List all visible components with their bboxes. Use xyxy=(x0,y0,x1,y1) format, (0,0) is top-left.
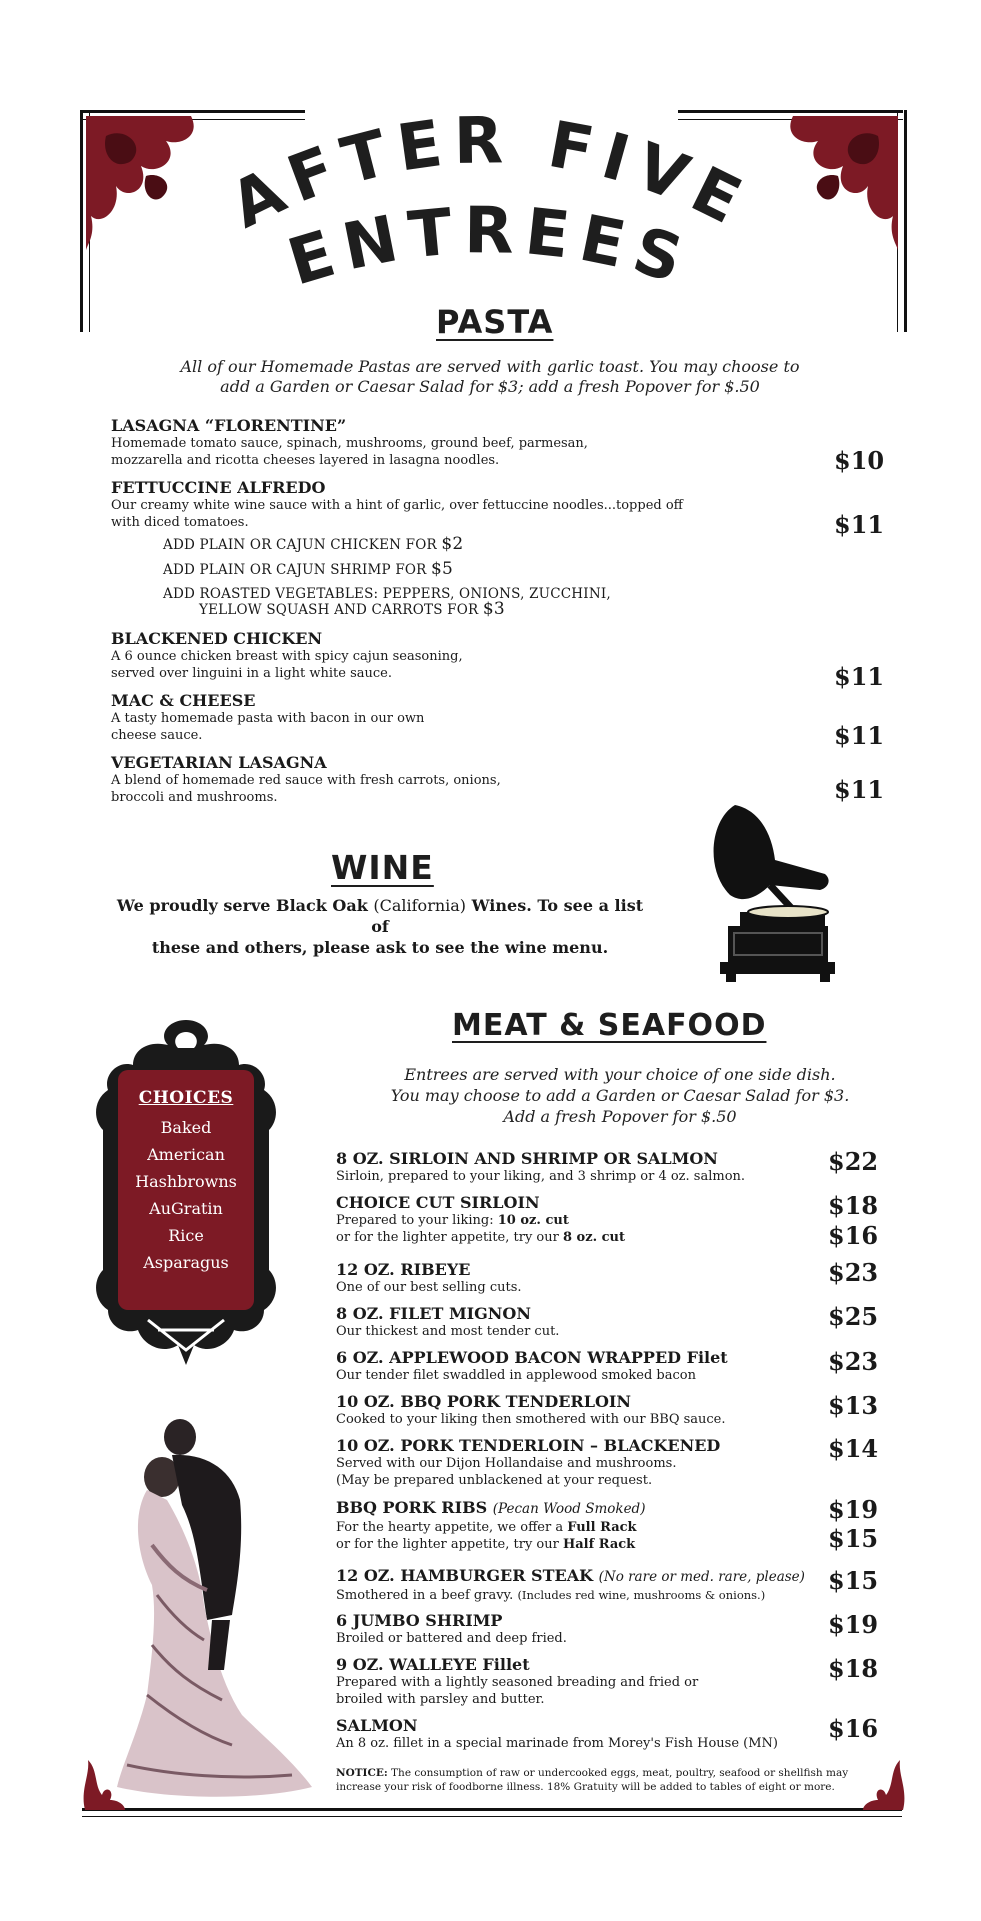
addon-text: ADD PLAIN OR CAJUN CHICKEN FOR xyxy=(163,537,442,553)
item-desc-bold: Full Rack xyxy=(567,1520,637,1535)
menu-item xyxy=(111,691,424,744)
item-desc: (May be prepared unblackened at your request. xyxy=(336,1473,653,1488)
item-name: 8 OZ. SIRLOIN AND SHRIMP OR SALMON xyxy=(336,1149,718,1168)
item-price: $18 xyxy=(828,1191,879,1220)
addon-line xyxy=(199,601,505,619)
item-desc: Our thickest and most tender cut. xyxy=(336,1324,560,1339)
item-desc xyxy=(336,1587,805,1604)
item-name: VEGETARIAN LASAGNA xyxy=(111,753,327,772)
menu-item xyxy=(336,1716,778,1752)
menu-item xyxy=(336,1498,645,1553)
meat-intro-line2: You may choose to add a Garden or Caesar Salad for $3. xyxy=(390,1086,850,1105)
item-name: SALMON xyxy=(336,1716,418,1735)
menu-item xyxy=(336,1566,805,1604)
menu-item xyxy=(336,1392,726,1428)
menu-item xyxy=(336,1611,567,1647)
item-desc: broiled with parsley and butter. xyxy=(336,1692,545,1707)
item-desc xyxy=(336,1212,625,1229)
choice-item: Rice xyxy=(168,1226,204,1245)
addon-text: YELLOW SQUASH AND CARROTS FOR xyxy=(199,602,483,618)
item-name: CHOICE CUT SIRLOIN xyxy=(336,1193,540,1212)
item-desc: broccoli and mushrooms. xyxy=(111,790,278,805)
pasta-heading: PASTA xyxy=(436,303,554,341)
meat-intro-line3: Add a fresh Popover for $.50 xyxy=(503,1107,737,1126)
notice-text: The consumption of raw or undercooked eggs, meat, poultry, seafood or shellfish may increase your risk of foodborne illness. 18% Gratuity will be added to tables of eight or more. xyxy=(336,1767,849,1793)
wine-heading: WINE xyxy=(331,848,434,887)
notice xyxy=(336,1766,876,1794)
item-desc: Homemade tomato sauce, spinach, mushrooms, ground beef, parmesan, xyxy=(111,436,588,451)
item-price: $19 xyxy=(828,1610,879,1639)
item-name xyxy=(336,1498,645,1519)
item-price: $19 xyxy=(828,1495,879,1524)
menu-item xyxy=(336,1193,625,1246)
item-desc-bold: 8 oz. cut xyxy=(562,1230,626,1245)
item-price: $16 xyxy=(828,1714,879,1743)
item-name-text: BBQ PORK RIBS xyxy=(336,1498,488,1517)
item-desc: Broiled or battered and deep fried. xyxy=(336,1631,567,1646)
item-desc: served over linguini in a light white sauce. xyxy=(111,666,393,681)
item-name: 9 OZ. WALLEYE Fillet xyxy=(336,1655,530,1674)
choices-title: CHOICES xyxy=(138,1088,234,1108)
item-note: (Pecan Wood Smoked) xyxy=(492,1501,646,1517)
item-desc xyxy=(336,1229,625,1246)
menu-item xyxy=(111,478,683,531)
title-line2: ENTREES xyxy=(280,194,700,300)
item-price: $22 xyxy=(828,1147,879,1176)
menu-item xyxy=(336,1436,720,1489)
menu-title xyxy=(200,110,780,300)
wine-text-c: Wines. To see a list of xyxy=(371,896,644,936)
item-desc: One of our best selling cuts. xyxy=(336,1280,522,1295)
item-desc-bold: 10 oz. cut xyxy=(497,1213,569,1228)
meat-intro-line1: Entrees are served with your choice of one side dish. xyxy=(404,1065,836,1084)
choice-item: Baked xyxy=(160,1118,212,1137)
choice-item: AuGratin xyxy=(149,1199,223,1218)
pasta-intro xyxy=(140,357,840,397)
wine-text-a: We proudly serve Black Oak xyxy=(116,896,374,915)
item-price: $11 xyxy=(834,775,885,804)
addon-price: $3 xyxy=(482,599,505,619)
item-name: 10 OZ. BBQ PORK TENDERLOIN xyxy=(336,1392,631,1411)
item-price: $23 xyxy=(828,1347,879,1376)
addon-line xyxy=(163,561,453,579)
choices-panel xyxy=(118,1070,254,1310)
item-price: $11 xyxy=(834,510,885,539)
item-desc: A blend of homemade red sauce with fresh carrots, onions, xyxy=(111,773,501,788)
menu-item xyxy=(111,416,588,469)
choice-item: American xyxy=(147,1145,225,1164)
frame-bottom xyxy=(82,1808,902,1817)
item-price: $25 xyxy=(828,1302,879,1331)
frame-right xyxy=(897,110,907,332)
item-note: (No rare or med. rare, please) xyxy=(598,1569,805,1585)
menu-item xyxy=(336,1348,728,1384)
item-desc-text: or for the lighter appetite, try our xyxy=(336,1537,563,1552)
addon-text: ADD PLAIN OR CAJUN SHRIMP FOR xyxy=(163,562,432,578)
meat-intro xyxy=(340,1064,900,1127)
choice-item: Asparagus xyxy=(143,1253,229,1272)
addon-price: $2 xyxy=(441,534,464,554)
flourish-icon xyxy=(86,116,206,251)
item-desc: with diced tomatoes. xyxy=(111,515,249,530)
item-name: LASAGNA “FLORENTINE” xyxy=(111,416,347,435)
item-desc-bold: Half Rack xyxy=(562,1537,636,1552)
item-price: $13 xyxy=(828,1391,879,1420)
choice-item: Hashbrowns xyxy=(135,1172,237,1191)
item-name: 10 OZ. PORK TENDERLOIN – BLACKENED xyxy=(336,1436,721,1455)
dancing-couple-icon xyxy=(112,1415,317,1800)
item-desc: Our creamy white wine sauce with a hint of garlic, over fettuccine noodles...topped off xyxy=(111,498,683,513)
notice-label: NOTICE: xyxy=(336,1767,388,1779)
item-price: $11 xyxy=(834,662,885,691)
item-desc: A 6 ounce chicken breast with spicy cajun seasoning, xyxy=(111,649,463,664)
item-desc: Cooked to your liking then smothered with our BBQ sauce. xyxy=(336,1412,726,1427)
addon-price: $5 xyxy=(431,559,454,579)
item-desc: mozzarella and ricotta cheeses layered in lasagna noodles. xyxy=(111,453,500,468)
item-name: MAC & CHEESE xyxy=(111,691,256,710)
wine-line2: these and others, please ask to see the wine menu. xyxy=(151,938,609,957)
item-price: $18 xyxy=(828,1654,879,1683)
item-price-alt: $16 xyxy=(828,1221,879,1250)
item-name: FETTUCCINE ALFREDO xyxy=(111,478,326,497)
svg-text:ENTREES xyxy=(280,194,700,300)
meat-seafood-heading: MEAT & SEAFOOD xyxy=(452,1008,767,1043)
item-price: $15 xyxy=(828,1566,879,1595)
item-desc: Sirloin, prepared to your liking, and 3 shrimp or 4 oz. salmon. xyxy=(336,1169,746,1184)
item-name xyxy=(336,1566,805,1587)
wine-text xyxy=(110,895,650,958)
item-name: 8 OZ. FILET MIGNON xyxy=(336,1304,531,1323)
item-price: $11 xyxy=(834,721,885,750)
menu-item xyxy=(336,1655,698,1708)
addon-line xyxy=(163,536,463,554)
item-desc-small: (Includes red wine, mushrooms & onions.) xyxy=(517,1588,766,1602)
item-price: $14 xyxy=(828,1434,879,1463)
menu-item xyxy=(336,1304,559,1340)
menu-item xyxy=(111,753,501,806)
menu-item xyxy=(336,1260,522,1296)
item-name: 6 JUMBO SHRIMP xyxy=(336,1611,503,1630)
item-desc-text: Prepared to your liking: xyxy=(336,1213,498,1228)
item-desc: A tasty homemade pasta with bacon in our own xyxy=(111,711,425,726)
addon-text: ADD ROASTED VEGETABLES: PEPPERS, ONIONS, ZUCCHINI, xyxy=(163,586,611,602)
item-price: $23 xyxy=(828,1258,879,1287)
item-name: 6 OZ. APPLEWOOD BACON WRAPPED Filet xyxy=(336,1348,728,1367)
item-desc-text: or for the lighter appetite, try our xyxy=(336,1230,563,1245)
wine-region: (California) xyxy=(373,896,467,915)
menu-item xyxy=(111,629,463,682)
item-price-alt: $15 xyxy=(828,1524,879,1553)
item-desc: Served with our Dijon Hollandaise and mushrooms. xyxy=(336,1456,677,1471)
item-desc xyxy=(336,1519,645,1536)
item-desc: cheese sauce. xyxy=(111,728,203,743)
item-name-text: 12 OZ. HAMBURGER STEAK xyxy=(336,1566,594,1585)
item-desc: An 8 oz. fillet in a special marinade from Morey's Fish House (MN) xyxy=(336,1736,778,1751)
menu-item xyxy=(336,1149,745,1185)
item-desc-text: For the hearty appetite, we offer a xyxy=(336,1520,568,1535)
item-desc: Our tender filet swaddled in applewood smoked bacon xyxy=(336,1368,696,1383)
gramophone-icon xyxy=(700,800,840,985)
item-desc xyxy=(336,1536,645,1553)
item-desc-text: Smothered in a beef gravy. xyxy=(336,1588,518,1603)
item-name: BLACKENED CHICKEN xyxy=(111,629,323,648)
pasta-intro-line2: add a Garden or Caesar Salad for $3; add a fresh Popover for $.50 xyxy=(220,377,760,396)
wine-line1 xyxy=(110,895,650,937)
flourish-icon xyxy=(778,116,898,251)
item-name: 12 OZ. RIBEYE xyxy=(336,1260,471,1279)
item-desc: Prepared with a lightly seasoned breading and fried or xyxy=(336,1675,699,1690)
pasta-intro-line1: All of our Homemade Pastas are served with garlic toast. You may choose to xyxy=(180,357,800,376)
item-price: $10 xyxy=(834,446,885,475)
title-line1: AFTER FIVE xyxy=(219,110,761,244)
